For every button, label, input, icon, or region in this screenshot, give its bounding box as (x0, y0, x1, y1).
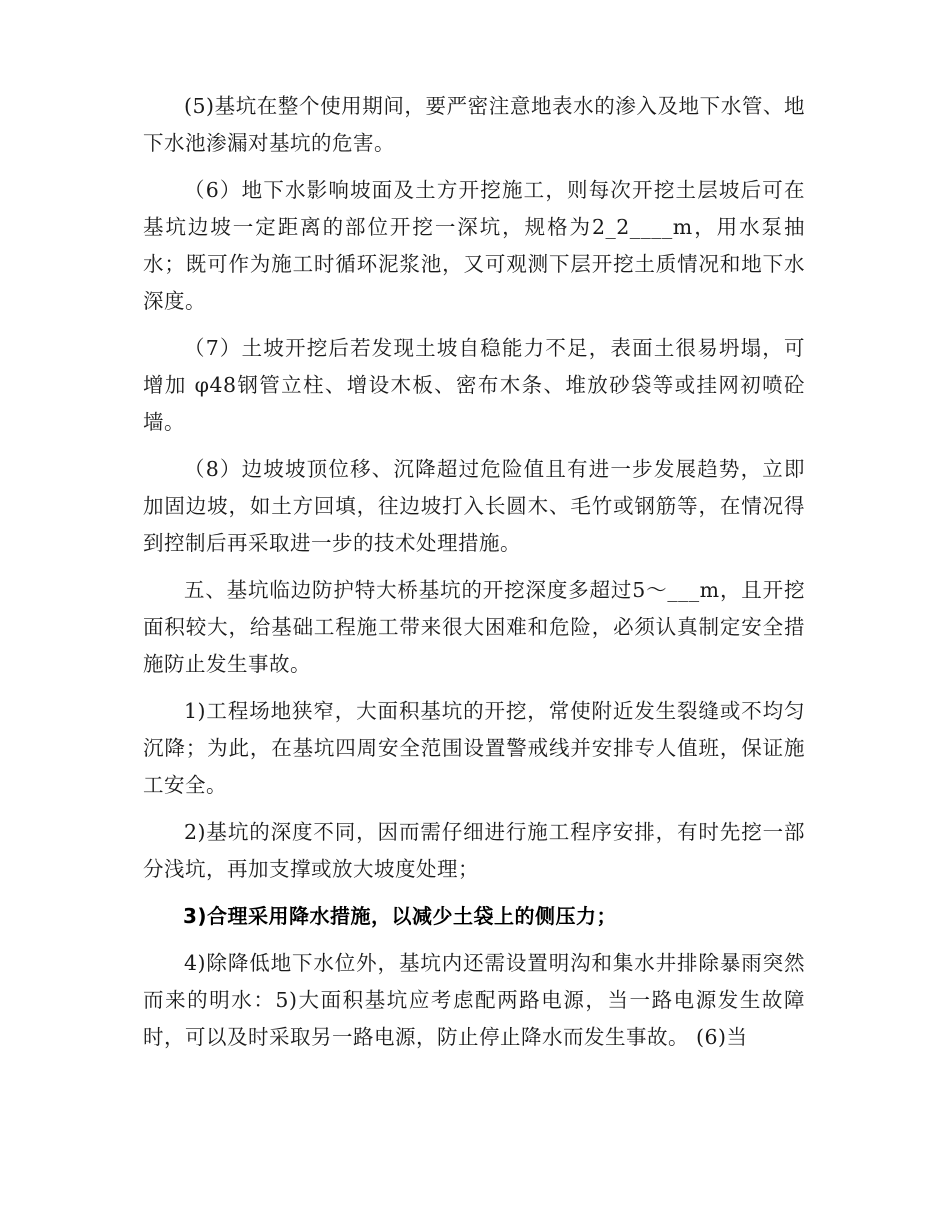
list-item-3-bold: 3)合理采用降水措施，以减少土袋上的侧压力； (183, 904, 618, 928)
document-body (143, 88, 805, 1066)
paragraph-7: （7）土坡开挖后若发现土坡自稳能力不足，表面土很易坍塌，可增加 φ48钢管立柱、增设木板、密布木条、堆放砂袋等或挂网初喷砼墙。 (143, 336, 805, 434)
paragraph-5: (5)基坑在整个使用期间，要严密注意地表水的渗入及地下水管、地下水池渗漏对基坑的危害。 (143, 94, 805, 155)
list-item-4: 4)除降低地下水位外，基坑内还需设置明沟和集水井排除暴雨突然而来的明水：5)大面积基坑应考虑配两路电源，当一路电源发生故障时，可以及时采取另一路电源，防止停止降水而发生事故。 (6)当 (143, 951, 805, 1049)
section-5-heading-paragraph: 五、基坑临边防护特大桥基坑的开挖深度多超过5～___m，且开挖面积较大，给基础工程施工带来很大困难和危险，必须认真制定安全措施防止发生事故。 (143, 578, 805, 676)
paragraph-6: （6）地下水影响坡面及土方开挖施工，则每次开挖土层坡后可在基坑边坡一定距离的部位开挖一深坑，规格为2_2____m，用水泵抽水；既可作为施工时循环泥浆池，又可观测下层开挖土质情况和地下水深度。 (143, 178, 805, 313)
list-item-2: 2)基坑的深度不同，因而需仔细进行施工程序安排，有时先挖一部分浅坑，再加支撑或放大坡度处理； (143, 820, 805, 881)
paragraph-8: （8）边坡坡顶位移、沉降超过危险值且有进一步发展趋势，立即加固边坡，如土方回填，往边坡打入长圆木、毛竹或钢筋等，在情况得到控制后再采取进一步的技术处理措施。 (143, 457, 805, 555)
list-item-1: 1)工程场地狭窄，大面积基坑的开挖，常使附近发生裂缝或不均匀沉降；为此，在基坑四周安全范围设置警戒线并安排专人值班，保证施工安全。 (143, 699, 805, 797)
